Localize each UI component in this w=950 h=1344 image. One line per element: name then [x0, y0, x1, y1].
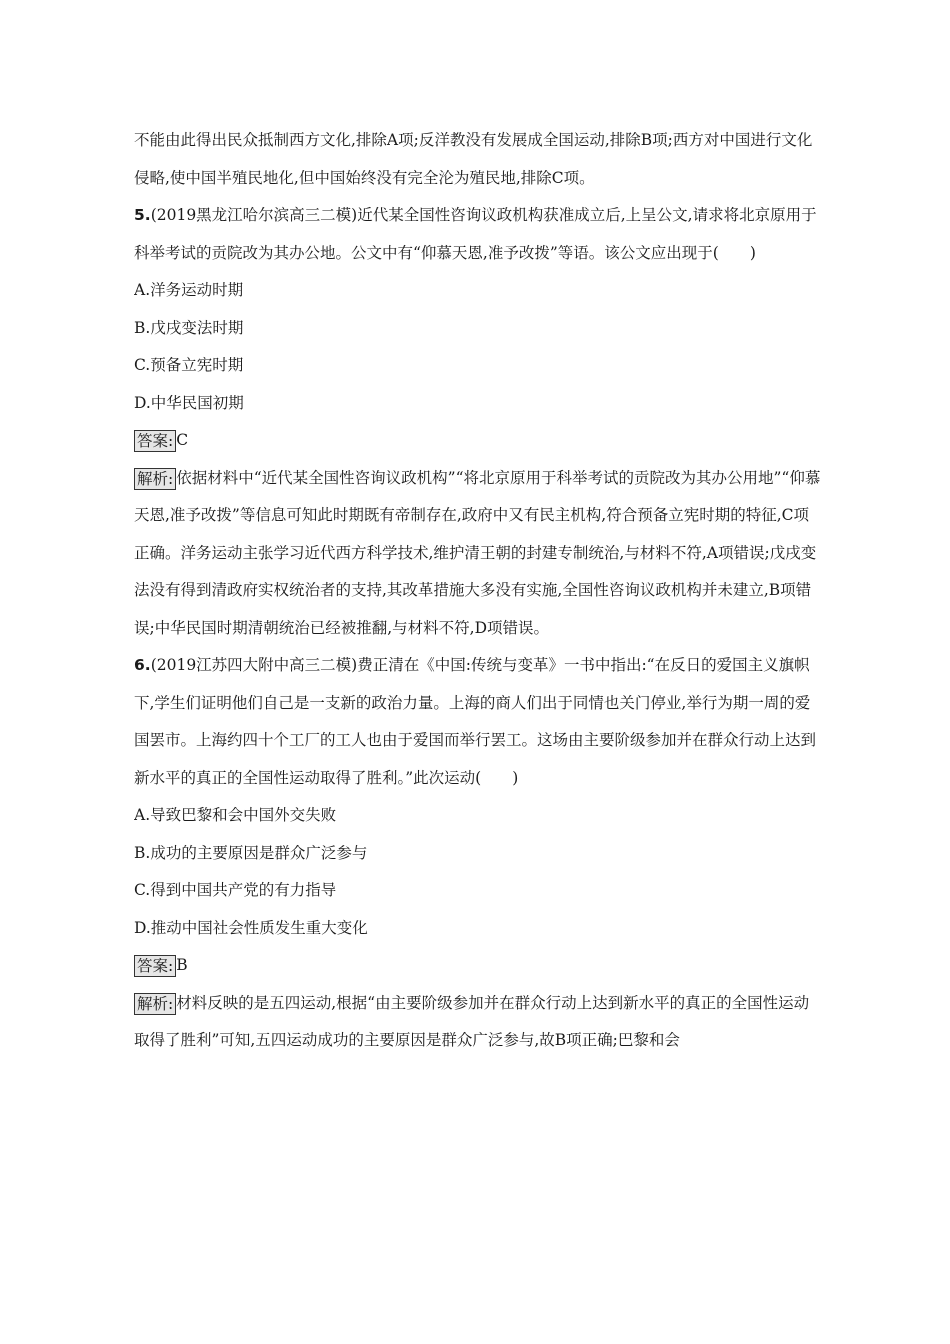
question-5-option-b: B.戊戌变法时期: [134, 318, 244, 337]
answer-value: B: [176, 956, 188, 974]
question-5-stem: [134, 197, 824, 272]
question-6-analysis: [134, 985, 824, 1060]
question-6-option-c: C.得到中国共产党的有力指导: [134, 881, 337, 899]
intro-paragraph: 不能由此得出民众抵制西方文化,排除A项;反洋教没有发展成全国运动,排除B项;西方对中国进行文化侵略,使中国半殖民地化,但中国始终没有完全沦为殖民地,排除C项。: [134, 131, 813, 187]
question-6-stem: [134, 647, 824, 797]
question-5-number: 5.: [134, 206, 151, 224]
question-6-option-b: B.成功的主要原因是群众广泛参与: [134, 843, 368, 862]
analysis-text: 材料反映的是五四运动,根据“由主要阶级参加并在群众行动上达到新水平的真正的全国性运动取得了胜利”可知,五四运动成功的主要原因是群众广泛参与,故B项正确;巴黎和会: [134, 993, 810, 1049]
analysis-label: 解析:: [134, 993, 176, 1015]
analysis-label: 解析:: [134, 468, 176, 490]
question-6-answer: [134, 947, 824, 985]
question-5-option-d: D.中华民国初期: [134, 393, 244, 412]
question-5-text: (2019黑龙江哈尔滨高三二模)近代某全国性咨询议政机构获准成立后,上呈公文,请求将北京原用于科举考试的贡院改为其办公地。公文中有“仰慕天恩,准予改拨”等语。该公文应出现于( ): [134, 206, 817, 262]
analysis-text: 依据材料中“近代某全国性咨询议政机构”“将北京原用于科举考试的贡院改为其办公用地”“仰慕天恩,准予改拨”等信息可知此时期既有帝制存在,政府中又有民主机构,符合预备立宪时期的特征,C项正确。洋务运动主张学习近代西方科学技术,维护清王朝的封建专制统治,与材料不符,A项错误;戊戌变法没有得到清政府实权统治者的支持,其改革措施大多没有实施,全国性咨询议政机构并未建立,B项错误;中华民国时期清朝统治已经被推翻,与材料不符,D项错误。: [134, 468, 821, 637]
question-5-analysis: [134, 460, 824, 648]
answer-value: C: [176, 431, 189, 449]
question-6-text: (2019江苏四大附中高三二模)费正清在《中国:传统与变革》一书中指出:“在反日的爱国主义旗帜下,学生们证明他们自己是一支新的政治力量。上海的商人们出于同情也关门停业,举行为期一周的爱国罢市。上海约四十个工厂的工人也由于爱国而举行罢工。这场由主要阶级参加并在群众行动上达到新水平的真正的全国性运动取得了胜利。”此次运动( ): [134, 656, 817, 787]
answer-label: 答案:: [134, 430, 176, 452]
question-5-option-a: A.洋务运动时期: [134, 281, 244, 299]
question-6-option-a: A.导致巴黎和会中国外交失败: [134, 806, 337, 824]
question-5-option-c: C.预备立宪时期: [134, 356, 244, 374]
answer-label: 答案:: [134, 955, 176, 977]
question-6-number: 6.: [134, 656, 151, 674]
question-5-answer: [134, 422, 824, 460]
question-6-option-d: D.推动中国社会性质发生重大变化: [134, 918, 368, 937]
document-page: [134, 122, 824, 1060]
